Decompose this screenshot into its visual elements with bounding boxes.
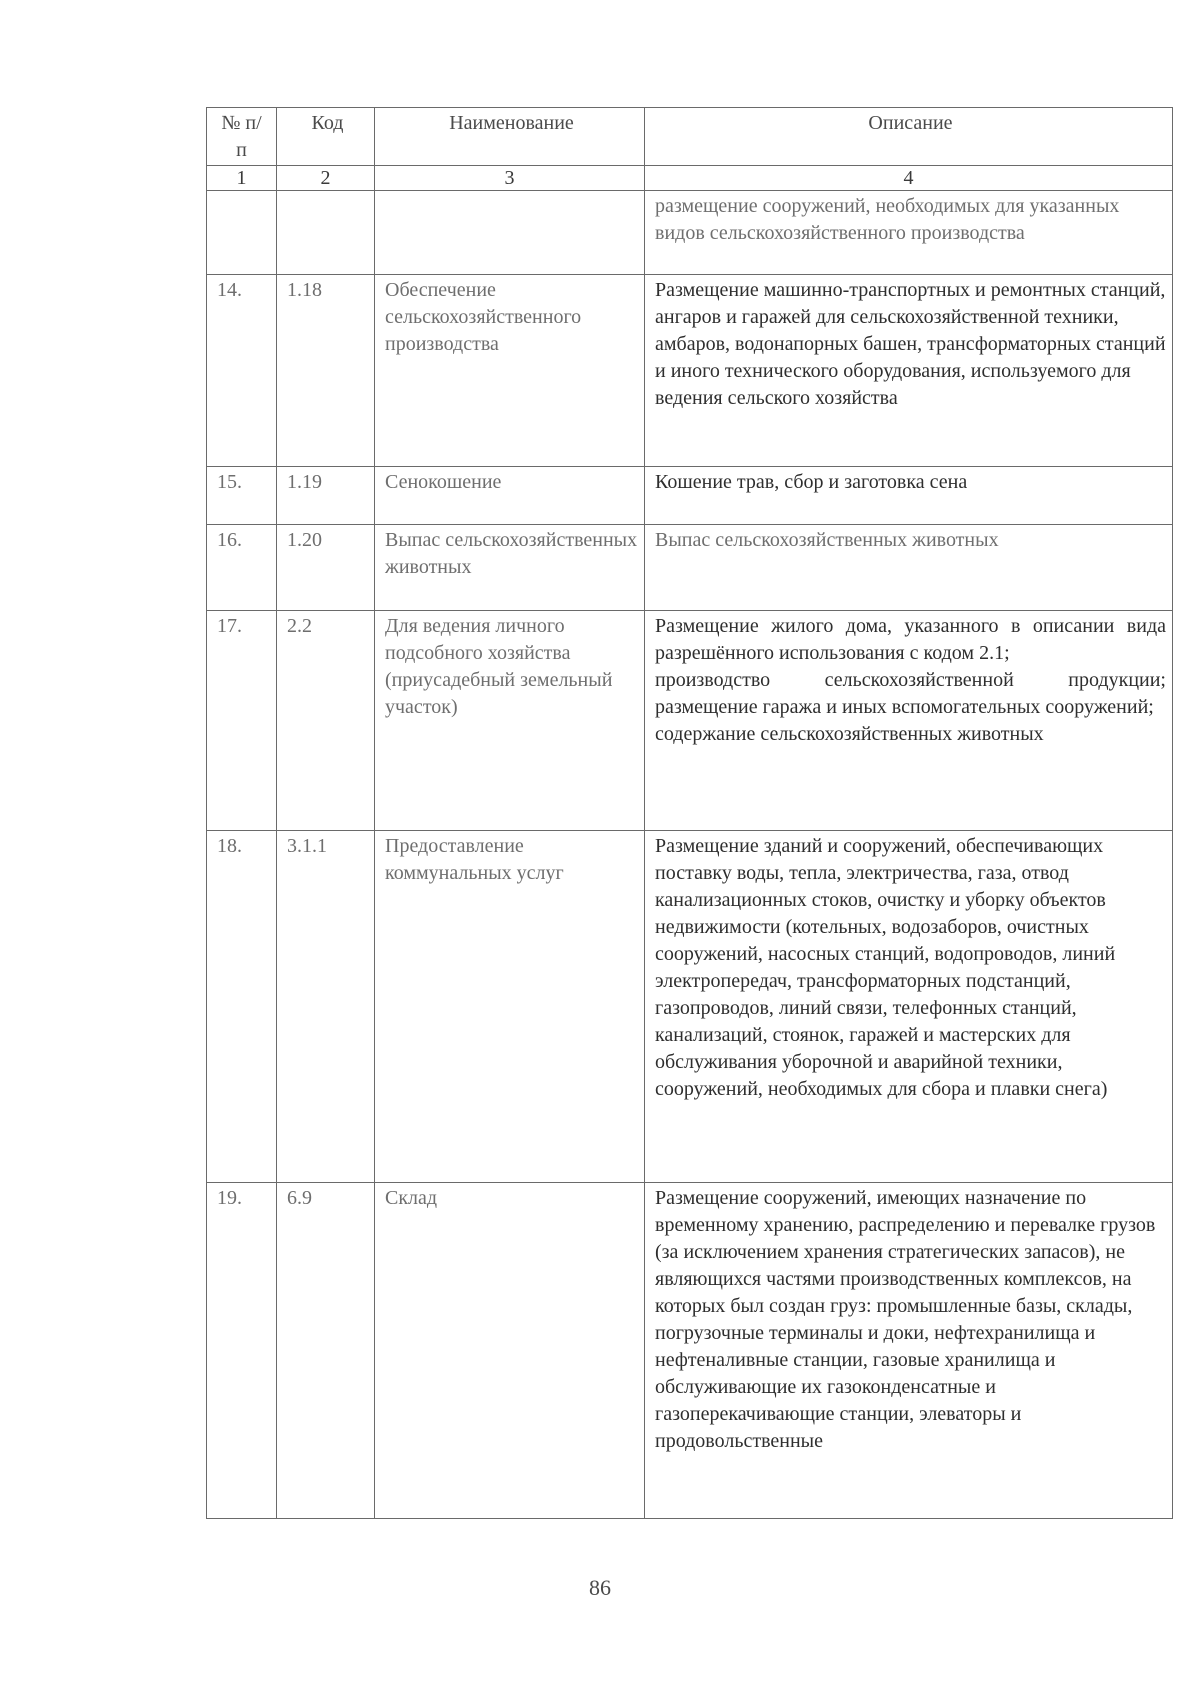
row-description: Размещение машинно-транспортных и ремонтных станций, ангаров и гаражей для сельскохозяйственной техники, амбаров, водонапорных башен, трансформаторных станций и иного технического оборудования, используемого для ведения сельского хозяйства [645,275,1173,467]
row-name [375,191,645,275]
header-code: Код [277,108,375,166]
row-number: 15. [207,467,277,525]
row-number: 18. [207,831,277,1183]
row-code: 1.18 [277,275,375,467]
table-row [207,191,1173,275]
row-description: Размещение сооружений, имеющих назначение по временному хранению, распределению и перевалке грузов (за исключением хранения стратегических запасов), не являющихся частями производственных комплексов, на которых был создан груз: промышленные базы, склады, погрузочные терминалы и доки, нефтехранилища и нефтеналивные станции, газовые хранилища и обслуживающие их газоконденсатные и газоперекачивающие станции, элеваторы и продовольственные [645,1183,1173,1519]
row-number [207,191,277,275]
column-number: 1 [207,166,277,191]
table-row [207,831,1173,1183]
header-description: Описание [645,108,1173,166]
row-name: Для ведения личного подсобного хозяйства (приусадебный земельный участок) [375,611,645,831]
row-code: 1.20 [277,525,375,611]
row-description: Выпас сельскохозяйственных животных [645,525,1173,611]
column-number: 4 [645,166,1173,191]
row-description: Размещение зданий и сооружений, обеспечивающих поставку воды, тепла, электричества, газа, отвод канализационных стоков, очистку и уборку объектов недвижимости (котельных, водозаборов, очистных сооружений, насосных станций, водопроводов, линий электропередач, трансформаторных подстанций, газопроводов, линий связи, телефонных станций, канализаций, стоянок, гаражей и мастерских для обслуживания уборочной и аварийной техники, сооружений, необходимых для сбора и плавки снега) [645,831,1173,1183]
table-row [207,275,1173,467]
land-use-table [206,107,1173,1519]
row-number: 14. [207,275,277,467]
column-number: 3 [375,166,645,191]
table-row [207,1183,1173,1519]
row-description: Кошение трав, сбор и заготовка сена [645,467,1173,525]
header-number: № п/п [207,108,277,166]
description-line: содержание сельскохозяйственных животных [655,723,1044,745]
column-number: 2 [277,166,375,191]
row-description [645,611,1173,831]
row-name: Сенокошение [375,467,645,525]
description-line: производство сельскохозяйственной продукции; [655,669,1166,691]
description-line: размещение гаража и иных вспомогательных сооружений; [655,696,1154,718]
row-name: Обеспечение сельскохозяйственного производства [375,275,645,467]
row-code: 3.1.1 [277,831,375,1183]
row-code: 1.19 [277,467,375,525]
row-number: 16. [207,525,277,611]
row-name: Выпас сельскохозяйственных животных [375,525,645,611]
row-name: Предоставление коммунальных услуг [375,831,645,1183]
table-row [207,525,1173,611]
row-code [277,191,375,275]
table-row [207,611,1173,831]
row-name: Склад [375,1183,645,1519]
table-row [207,467,1173,525]
row-code: 2.2 [277,611,375,831]
row-number: 17. [207,611,277,831]
row-number: 19. [207,1183,277,1519]
row-code: 6.9 [277,1183,375,1519]
page-number: 86 [589,1575,611,1600]
description-line: Размещение жилого дома, указанного в описании вида разрешённого использования с кодом 2.1; [655,615,1166,664]
header-name: Наименование [375,108,645,166]
row-description: размещение сооружений, необходимых для указанных видов сельскохозяйственного производства [645,191,1173,275]
table-header-row [207,108,1173,166]
column-number-row [207,166,1173,191]
